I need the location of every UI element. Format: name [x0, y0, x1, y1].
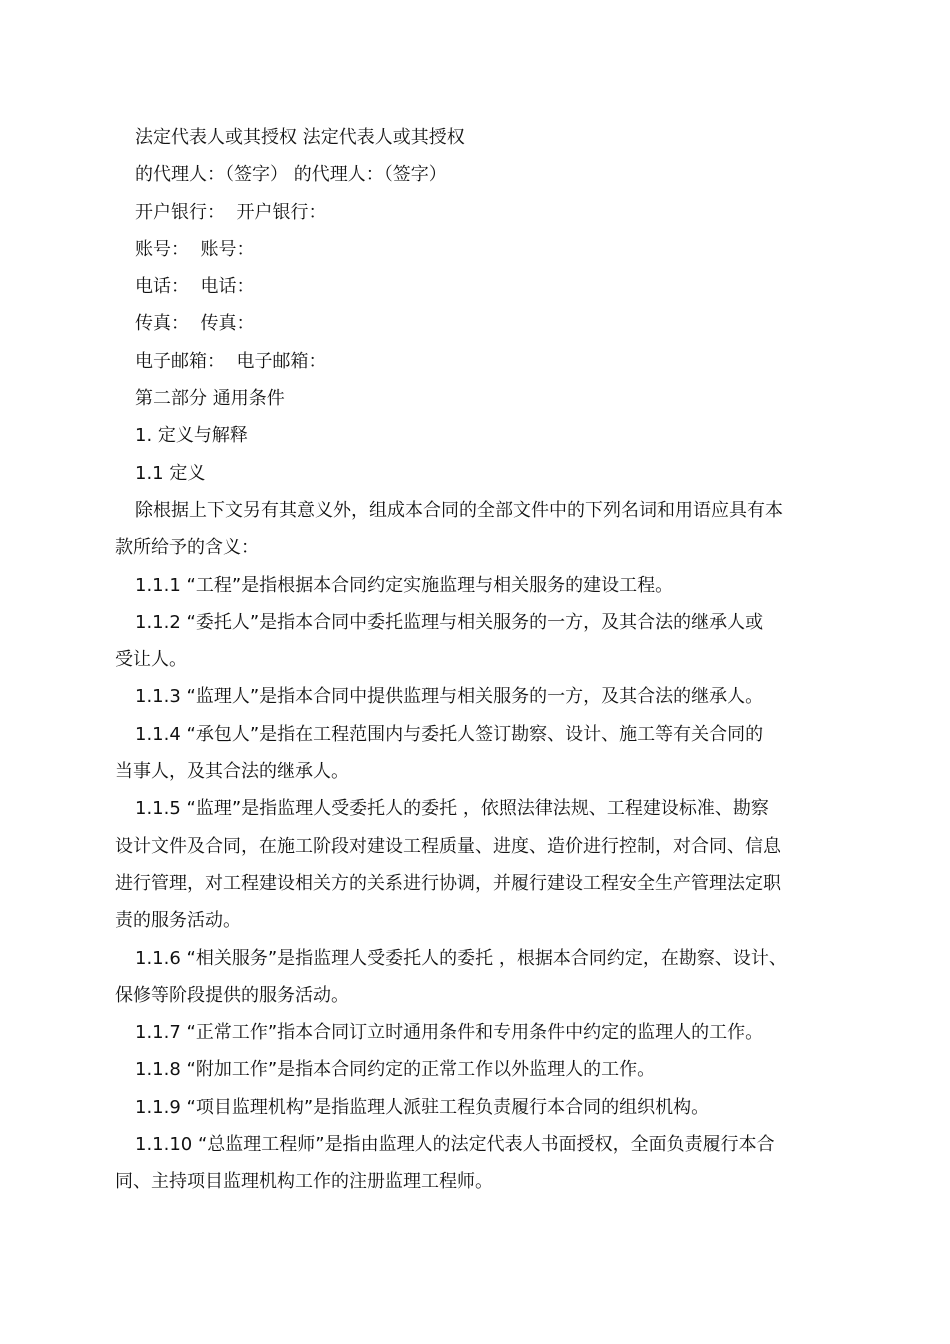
definition-line: 1.1.2 “委托人”是指本合同中委托监理与相关服务的一方，及其合法的继承人或 — [135, 611, 764, 633]
signature-line: 账号： 账号： — [135, 238, 255, 260]
paragraph-line: 款所给予的含义： — [115, 537, 259, 559]
definition-item — [115, 716, 845, 791]
subsection-heading: 1.1 定义 — [135, 462, 206, 484]
definition-line: 1.1.10 “总监理工程师”是指由监理人的法定代表人书面授权，全面负责履行本合 — [135, 1134, 775, 1156]
part-title: 第二部分 通用条件 — [135, 388, 285, 410]
signature-block — [115, 119, 845, 380]
intro-paragraph — [115, 492, 845, 567]
definition-line: 保修等阶段提供的服务活动。 — [115, 984, 349, 1006]
signature-line: 法定代表人或其授权 法定代表人或其授权 — [135, 127, 465, 148]
definition-line: 同、主持项目监理机构工作的注册监理工程师。 — [115, 1171, 493, 1193]
definition-item — [115, 790, 845, 939]
definition-item — [115, 940, 845, 1015]
signature-line: 开户银行： 开户银行： — [135, 201, 327, 223]
definition-line: 1.1.5 “监理”是指监理人受委托人的委托 ，依照法律法规、工程建设标准、勘察 — [135, 798, 769, 820]
definition-line: 1.1.3 “监理人”是指本合同中提供监理与相关服务的一方，及其合法的继承人。 — [135, 686, 764, 708]
definition-line: 责的服务活动。 — [115, 910, 241, 932]
definition-line: 1.1.4 “承包人”是指在工程范围内与委托人签订勘察、设计、施工等有关合同的 — [135, 723, 764, 745]
definition-item — [115, 1051, 845, 1088]
definition-item — [115, 604, 845, 679]
definition-line: 1.1.1 “工程”是指根据本合同约定实施监理与相关服务的建设工程。 — [135, 574, 674, 596]
definition-item — [115, 1089, 845, 1126]
definition-item — [115, 1126, 845, 1201]
definition-line: 1.1.9 “项目监理机构”是指监理人派驻工程负责履行本合同的组织机构。 — [135, 1096, 710, 1118]
signature-line: 的代理人：（签字） 的代理人：（签字） — [135, 164, 447, 186]
section-heading: 1. 定义与解释 — [135, 425, 248, 447]
definition-item — [115, 678, 845, 715]
definitions-list — [115, 567, 845, 1201]
definition-item — [115, 567, 845, 604]
definition-item — [115, 1014, 845, 1051]
definition-line: 1.1.7 “正常工作”指本合同订立时通用条件和专用条件中约定的监理人的工作。 — [135, 1022, 764, 1044]
definition-line: 1.1.6 “相关服务”是指监理人受委托人的委托 ，根据本合同约定，在勘察、设计、 — [135, 947, 787, 969]
definition-line: 受让人。 — [115, 649, 187, 671]
definition-line: 当事人，及其合法的继承人。 — [115, 761, 349, 783]
paragraph-line: 除根据上下文另有其意义外，组成本合同的全部文件中的下列名词和用语应具有本 — [135, 499, 783, 521]
signature-line: 电子邮箱： 电子邮箱： — [135, 350, 327, 372]
signature-line: 传真： 传真： — [135, 313, 255, 335]
definition-line: 设计文件及合同，在施工阶段对建设工程质量、进度、造价进行控制，对合同、信息 — [115, 835, 781, 857]
definition-line: 1.1.8 “附加工作”是指本合同约定的正常工作以外监理人的工作。 — [135, 1059, 656, 1081]
definition-line: 进行管理，对工程建设相关方的关系进行协调，并履行建设工程安全生产管理法定职 — [115, 872, 781, 894]
signature-line: 电话： 电话： — [135, 276, 255, 298]
document-body — [115, 119, 845, 1201]
